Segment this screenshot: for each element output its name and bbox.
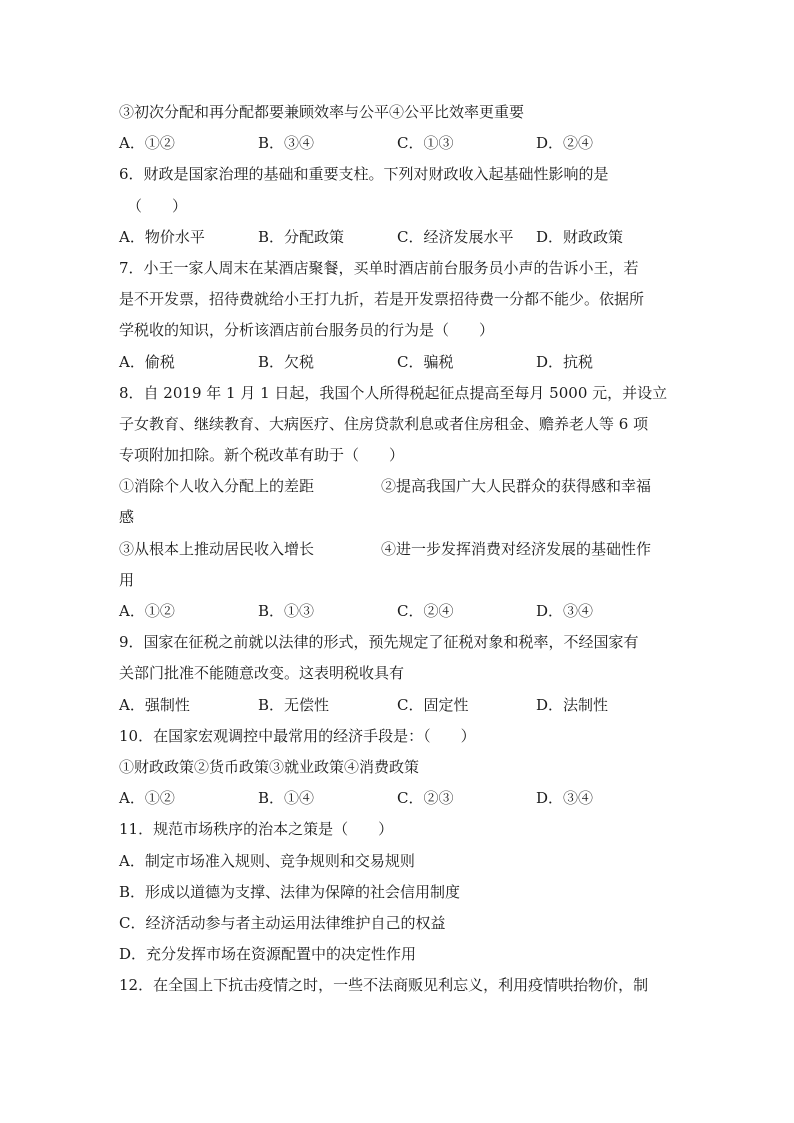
q6-option-a[interactable]: A．物价水平 [119,227,205,246]
q5-option-a[interactable]: A．①② [119,134,175,153]
q9-option-a[interactable]: A．强制性 [119,695,190,714]
q9-option-b[interactable]: B．无偿性 [258,695,330,714]
q6-option-d[interactable]: D．财政政策 [536,227,624,246]
q5-option-b[interactable]: B．③④ [258,134,315,153]
q7-stem-line-2: 是不开发票，招待费就给小王打九折，若是开发票招待费一分都不能少。依据所 [119,290,645,309]
q10-option-d[interactable]: D．③④ [536,789,594,808]
q10-option-c[interactable]: C．②③ [397,789,454,808]
q10-statements: ①财政政策②货币政策③就业政策④消费政策 [119,757,420,776]
q8-stem-line-3: 专项附加扣除。新个税改革有助于（ ） [119,446,405,465]
q11-stem: 11．规范市场秩序的治本之策是（ ） [119,820,394,839]
q8-option-d[interactable]: D．③④ [536,602,594,620]
q7-stem-line-3: 学税收的知识，分析该酒店前台服务员的行为是（ ） [119,321,495,340]
q7-options [119,347,679,378]
question-list [119,97,679,1001]
q8-statement-2-wrap: 感 [119,508,135,527]
q5-option-d[interactable]: D．②④ [536,134,594,153]
q7-option-d[interactable]: D．抗税 [536,352,594,371]
q9-option-c[interactable]: C．固定性 [397,695,469,714]
q6-options [119,222,679,253]
q8-statement-4-wrap: 用 [119,570,135,589]
q11-option-b[interactable]: B．形成以道德为支撑、法律为保障的社会信用制度 [119,882,461,901]
q7-option-a[interactable]: A．偷税 [119,352,175,371]
q6-option-b[interactable]: B．分配政策 [258,227,345,246]
q8-statements-3-4 [119,534,679,565]
q7-option-b[interactable]: B．欠税 [258,352,315,371]
q9-options [119,690,679,721]
q10-stem: 10．在国家宏观调控中最常用的经济手段是：（ ） [119,726,476,745]
q7-option-c[interactable]: C．骗税 [397,352,454,371]
q8-option-a[interactable]: A．①② [119,602,175,620]
q6-option-c[interactable]: C．经济发展水平 [397,227,514,246]
q8-stem-line-2: 子女教育、继续教育、大病医疗、住房贷款利息或者住房租金、赡养老人等 6 项 [119,414,649,433]
q11-option-a[interactable]: A．制定市场准入规则、竞争规则和交易规则 [119,851,415,870]
q12-stem-line-1: 12．在全国上下抗击疫情之时，一些不法商贩见利忘义，利用疫情哄抬物价，制 [119,976,649,995]
q9-option-d[interactable]: D．法制性 [536,695,609,714]
q8-statement-2: ②提高我国广大人民群众的获得感和幸福 [381,477,652,496]
q8-statements-1-2 [119,471,679,502]
q8-statement-4: ④进一步发挥消费对经济发展的基础性作 [381,539,652,558]
q6-answer-paren: （ ） [127,196,188,215]
q8-options [119,596,679,627]
q8-option-c[interactable]: C．②④ [397,602,454,620]
q10-option-a[interactable]: A．①② [119,789,175,808]
q8-statement-1: ①消除个人收入分配上的差距 [119,477,315,496]
q9-stem-line-1: 9．国家在征税之前就以法律的形式，预先规定了征税对象和税率，不经国家有 [119,633,639,652]
q8-statement-3: ③从根本上推动居民收入增长 [119,539,315,558]
q5-statement-3-4: ③初次分配和再分配都要兼顾效率与公平④公平比效率更重要 [119,103,525,121]
q10-options [119,783,679,814]
q7-stem-line-1: 7．小王一家人周末在某酒店聚餐，买单时酒店前台服务员小声的告诉小王，若 [119,258,639,277]
q5-options [119,128,679,159]
q6-stem: 6．财政是国家治理的基础和重要支柱。下列对财政收入起基础性影响的是 [119,165,609,184]
q9-stem-line-2: 关部门批准不能随意改变。这表明税收具有 [119,664,405,683]
q10-option-b[interactable]: B．①④ [258,789,315,808]
q11-option-d[interactable]: D．充分发挥市场在资源配置中的决定性作用 [119,945,417,964]
q11-option-c[interactable]: C．经济活动参与者主动运用法律维护自己的权益 [119,913,446,932]
q8-option-b[interactable]: B．①③ [258,602,315,620]
q5-option-c[interactable]: C．①③ [397,134,454,153]
q8-stem-line-1: 8．自 2019 年 1 月 1 日起，我国个人所得税起征点提高至每月 5000 元，并设立 [119,383,668,402]
